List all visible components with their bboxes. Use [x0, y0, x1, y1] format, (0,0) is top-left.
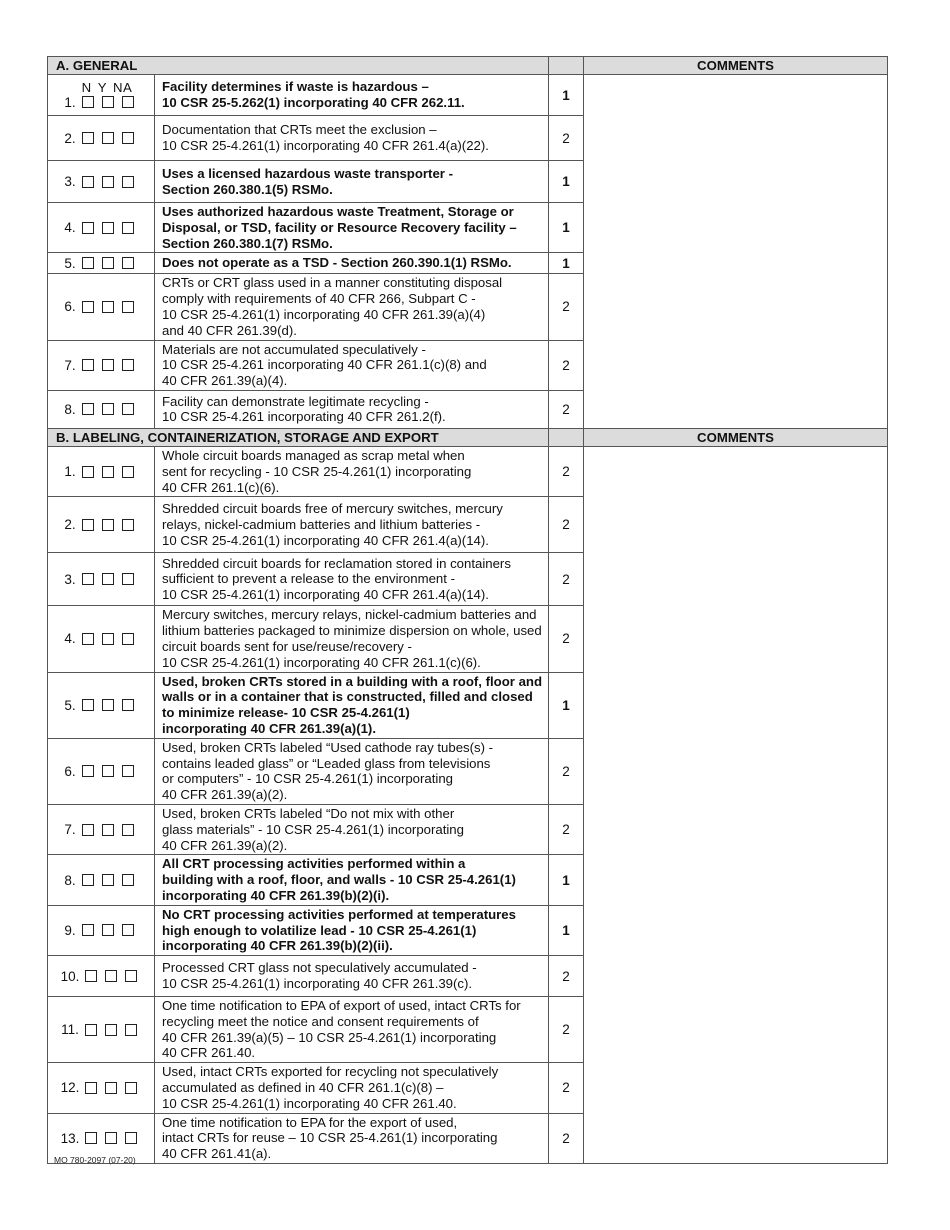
priority-value: 2 [549, 497, 584, 553]
checkbox-na[interactable] [122, 699, 134, 711]
checkbox-y[interactable] [102, 924, 114, 936]
checkbox-y[interactable] [102, 874, 114, 886]
requirement-label: Processed CRT glass not speculatively accumulated - 10 CSR 25-4.261(1) incorporating 40 CFR 261.39(c). [162, 960, 477, 992]
checkbox-y[interactable] [102, 403, 114, 415]
checkbox-na[interactable] [122, 403, 134, 415]
section-title: A. GENERAL [48, 57, 549, 75]
checkbox-y[interactable] [102, 633, 114, 645]
section-header-labeling [48, 428, 888, 446]
requirement-text [155, 606, 549, 672]
checkbox-n[interactable] [82, 176, 94, 188]
priority-value: 1 [549, 203, 584, 253]
checkbox-n[interactable] [85, 1082, 97, 1094]
requirement-text [155, 116, 549, 161]
response-column-heads [48, 81, 154, 95]
item-number: 8. [64, 401, 76, 417]
item-number: 1. [64, 464, 76, 480]
checkbox-na[interactable] [122, 466, 134, 478]
form-id: MO 780-2097 (07-20) [54, 1155, 136, 1165]
checkbox-n[interactable] [82, 301, 94, 313]
checkbox-y[interactable] [102, 257, 114, 269]
item-number: 7. [64, 357, 76, 373]
requirement-text [155, 340, 549, 390]
response-cell [48, 390, 155, 428]
item-number: 5. [64, 255, 76, 271]
item-number: 10. [60, 968, 80, 984]
checkbox-na[interactable] [125, 1082, 137, 1094]
checkbox-na[interactable] [122, 633, 134, 645]
requirement-text [155, 905, 549, 955]
checkbox-y[interactable] [102, 359, 114, 371]
response-cell [48, 738, 155, 804]
requirement-label: Facility determines if waste is hazardous – 10 CSR 25-5.262(1) incorporating 40 CFR 262.11. [162, 79, 465, 110]
priority-value: 2 [549, 1063, 584, 1113]
checkbox-n[interactable] [85, 970, 97, 982]
checkbox-n[interactable] [82, 403, 94, 415]
checkbox-n[interactable] [82, 924, 94, 936]
checkbox-n[interactable] [82, 519, 94, 531]
item-number: 5. [64, 697, 76, 713]
response-cell [48, 161, 155, 203]
requirement-label: Used, intact CRTs exported for recycling not speculatively accumulated as defined in 40 CFR 261.1(c)(8) – 10 CSR 25-4.261(1) incorporating 40 CFR 261.40. [162, 1064, 499, 1111]
column-head-y: Y [97, 79, 107, 95]
column-head-n: N [81, 79, 92, 95]
checkbox-y[interactable] [102, 466, 114, 478]
checkbox-na[interactable] [122, 176, 134, 188]
requirement-text [155, 161, 549, 203]
checklist-row [48, 75, 888, 116]
checkbox-y[interactable] [102, 573, 114, 585]
requirement-label: Used, broken CRTs stored in a building with a roof, floor and walls or in a container that is constructed, filled and closed to minimize release- 10 CSR 25-4.261(1) incorporating 40 CFR 261.39(a)(1). [162, 673, 543, 736]
requirement-label: Documentation that CRTs meet the exclusion – 10 CSR 25-4.261(1) incorporating 40 CFR 261.4(a)(22). [162, 122, 489, 153]
checkbox-n[interactable] [82, 573, 94, 585]
checkbox-na[interactable] [122, 765, 134, 777]
checkbox-na[interactable] [122, 222, 134, 234]
response-cell [48, 253, 155, 274]
checkbox-na[interactable] [122, 301, 134, 313]
requirement-text [155, 1063, 549, 1113]
requirement-label: Uses a licensed hazardous waste transporter - Section 260.380.1(5) RSMo. [162, 165, 453, 197]
requirement-text [155, 390, 549, 428]
response-cell [48, 855, 155, 905]
response-cell [48, 340, 155, 390]
priority-value: 2 [549, 804, 584, 854]
priority-value: 2 [549, 997, 584, 1063]
checkbox-n[interactable] [82, 824, 94, 836]
checkbox-n[interactable] [82, 359, 94, 371]
section-header-spacer [549, 57, 584, 75]
checkbox-na[interactable] [122, 359, 134, 371]
checkbox-n[interactable] [82, 633, 94, 645]
item-number: 6. [64, 299, 76, 315]
requirement-label: Shredded circuit boards for reclamation stored in containers sufficient to prevent a release to the environment - 10 CSR 25-4.261(1) incorporating 40 CFR 261.4(a)(14). [162, 555, 511, 603]
requirement-text [155, 253, 549, 274]
item-number: 9. [64, 922, 76, 938]
requirement-text [155, 203, 549, 253]
checkbox-n[interactable] [82, 222, 94, 234]
checkbox-na[interactable] [122, 519, 134, 531]
requirement-text [155, 738, 549, 804]
checkbox-n[interactable] [85, 1132, 97, 1144]
checkbox-na[interactable] [125, 1024, 137, 1036]
requirement-text [155, 497, 549, 553]
item-number: 8. [64, 872, 76, 888]
priority-value: 1 [549, 672, 584, 738]
item-number: 6. [64, 763, 76, 779]
comments-header: COMMENTS [584, 428, 888, 446]
response-cell [48, 116, 155, 161]
checkbox-n[interactable] [82, 96, 94, 108]
requirement-text [155, 804, 549, 854]
section-header-general [48, 57, 888, 75]
item-number: 13. [60, 1130, 80, 1146]
checkbox-y[interactable] [105, 1024, 117, 1036]
item-number: 2. [64, 130, 76, 146]
section-header-spacer [549, 428, 584, 446]
checkbox-na[interactable] [125, 970, 137, 982]
requirement-text [155, 553, 549, 606]
checkbox-na[interactable] [122, 96, 134, 108]
response-cell [48, 274, 155, 340]
item-number: 3. [64, 174, 76, 189]
item-number: 7. [64, 822, 76, 838]
checkbox-y[interactable] [102, 699, 114, 711]
requirement-text [155, 274, 549, 340]
item-number: 1. [64, 94, 76, 110]
priority-value: 2 [549, 116, 584, 161]
requirement-label: Materials are not accumulated speculatively - 10 CSR 25-4.261 incorporating 40 CFR 261.1(c)(8) and 40 CFR 261.39(a)(4). [162, 341, 487, 389]
response-cell [48, 446, 155, 496]
priority-value: 2 [549, 553, 584, 606]
requirement-text [155, 672, 549, 738]
requirement-label: Uses authorized hazardous waste Treatment, Storage or Disposal, or TSD, facility or Resource Recovery facility – Section 260.380.1(7) RSMo. [162, 204, 517, 251]
priority-value: 1 [549, 855, 584, 905]
requirement-text [155, 997, 549, 1063]
checklist-row [48, 446, 888, 496]
requirement-text [155, 1113, 549, 1163]
response-cell [48, 804, 155, 854]
requirement-label: One time notification to EPA of export of used, intact CRTs for recycling meet the notice and consent requirements of 40 CFR 261.39(a)(5) – 10 CSR 25-4.261(1) incorporating 40 CFR 261.40. [162, 998, 521, 1061]
priority-value: 2 [549, 340, 584, 390]
checkbox-y[interactable] [102, 519, 114, 531]
item-number: 11. [61, 1022, 79, 1038]
priority-value: 2 [549, 738, 584, 804]
response-cell [48, 75, 155, 116]
requirement-label: Used, broken CRTs labeled “Do not mix with other glass materials” - 10 CSR 25-4.261(1) incorporating 40 CFR 261.39(a)(2). [162, 805, 464, 853]
priority-value: 2 [549, 274, 584, 340]
checkbox-n[interactable] [85, 1024, 97, 1036]
section-title: B. LABELING, CONTAINERIZATION, STORAGE AND EXPORT [48, 428, 549, 446]
priority-value: 1 [549, 253, 584, 274]
checkbox-y[interactable] [105, 1082, 117, 1094]
priority-value: 2 [549, 390, 584, 428]
response-cell [48, 956, 155, 997]
checkbox-na[interactable] [122, 824, 134, 836]
comments-field[interactable] [584, 446, 888, 1163]
requirement-text [155, 75, 549, 116]
checkbox-y[interactable] [102, 824, 114, 836]
checkbox-y[interactable] [102, 222, 114, 234]
checkbox-na[interactable] [122, 132, 134, 144]
response-cell [48, 672, 155, 738]
checkbox-na[interactable] [122, 257, 134, 269]
priority-value: 2 [549, 606, 584, 672]
checkbox-y[interactable] [105, 970, 117, 982]
comments-header: COMMENTS [584, 57, 888, 75]
requirement-label: CRTs or CRT glass used in a manner constituting disposal comply with requirements of 40 CFR 266, Subpart C - 10 CSR 25-4.261(1) incorporating 40 CFR 261.39(a)(4) and 40 CFR 261.39(d). [162, 275, 503, 338]
requirement-text [155, 956, 549, 997]
priority-value: 2 [549, 956, 584, 997]
response-cell [48, 203, 155, 253]
checkbox-na[interactable] [122, 874, 134, 886]
response-cell [48, 606, 155, 672]
requirement-label: Mercury switches, mercury relays, nickel-cadmium batteries and lithium batteries packaged to minimize dispersion on whole, used circuit boards sent for use/reuse/recovery - 10 CSR 25-4.261(1) incorporating 40 CFR 261.1(c)(6). [162, 607, 542, 670]
column-head-na: NA [113, 79, 133, 95]
requirement-label: Used, broken CRTs labeled “Used cathode ray tubes(s) - contains leaded glass” or “Leaded glass from televisions or computers” - 10 CSR 25-4.261(1) incorporating 40 CFR 261.39(a)(2). [162, 739, 494, 803]
comments-field[interactable] [584, 75, 888, 429]
checkbox-na[interactable] [122, 924, 134, 936]
checkbox-n[interactable] [82, 765, 94, 777]
checkbox-y[interactable] [102, 765, 114, 777]
checkbox-na[interactable] [125, 1132, 137, 1144]
item-number: 3. [64, 571, 76, 587]
checkbox-y[interactable] [102, 176, 114, 188]
response-cell [48, 1063, 155, 1113]
checkbox-y[interactable] [105, 1132, 117, 1144]
requirement-label: Does not operate as a TSD - Section 260.390.1(1) RSMo. [162, 255, 512, 271]
requirement-label: Whole circuit boards managed as scrap metal when sent for recycling - 10 CSR 25-4.261(1) incorporating 40 CFR 261.1(c)(6). [162, 447, 472, 495]
requirement-label: One time notification to EPA for the export of used, intact CRTs for reuse – 10 CSR 25-4.261(1) incorporating 40 CFR 261.41(a). [162, 1114, 498, 1162]
item-number: 4. [64, 631, 76, 647]
checkbox-n[interactable] [82, 257, 94, 269]
requirement-label: All CRT processing activities performed within a building with a roof, floor, and walls - 10 CSR 25-4.261(1) incorporating 40 CFR 261.39(b)(2)(i). [162, 856, 516, 903]
checkbox-y[interactable] [102, 96, 114, 108]
response-cell [48, 497, 155, 553]
response-cell [48, 553, 155, 606]
item-number: 4. [64, 220, 76, 236]
priority-value: 1 [549, 905, 584, 955]
requirement-text [155, 855, 549, 905]
checkbox-na[interactable] [122, 573, 134, 585]
checkbox-n[interactable] [82, 132, 94, 144]
response-cell [48, 997, 155, 1063]
priority-value: 1 [549, 75, 584, 116]
checklist-table [47, 56, 888, 1164]
checkbox-y[interactable] [102, 301, 114, 313]
checkbox-n[interactable] [82, 699, 94, 711]
priority-value: 2 [549, 446, 584, 496]
checkbox-y[interactable] [102, 132, 114, 144]
checkbox-n[interactable] [82, 874, 94, 886]
item-number: 2. [64, 517, 76, 533]
priority-value: 2 [549, 1113, 584, 1163]
priority-value: 1 [549, 161, 584, 203]
item-number: 12. [60, 1080, 80, 1096]
response-cell [48, 905, 155, 955]
requirement-text [155, 446, 549, 496]
checkbox-n[interactable] [82, 466, 94, 478]
requirement-label: No CRT processing activities performed at temperatures high enough to volatilize lead - 10 CSR 25-4.261(1) incorporating 40 CFR 261.39(b)(2)(ii). [162, 906, 516, 954]
requirement-label: Facility can demonstrate legitimate recycling - 10 CSR 25-4.261 incorporating 40 CFR 261.2(f). [162, 393, 446, 425]
requirement-label: Shredded circuit boards free of mercury switches, mercury relays, nickel-cadmium batteries and lithium batteries - 10 CSR 25-4.261(1) incorporating 40 CFR 261.4(a)(14). [162, 501, 503, 548]
